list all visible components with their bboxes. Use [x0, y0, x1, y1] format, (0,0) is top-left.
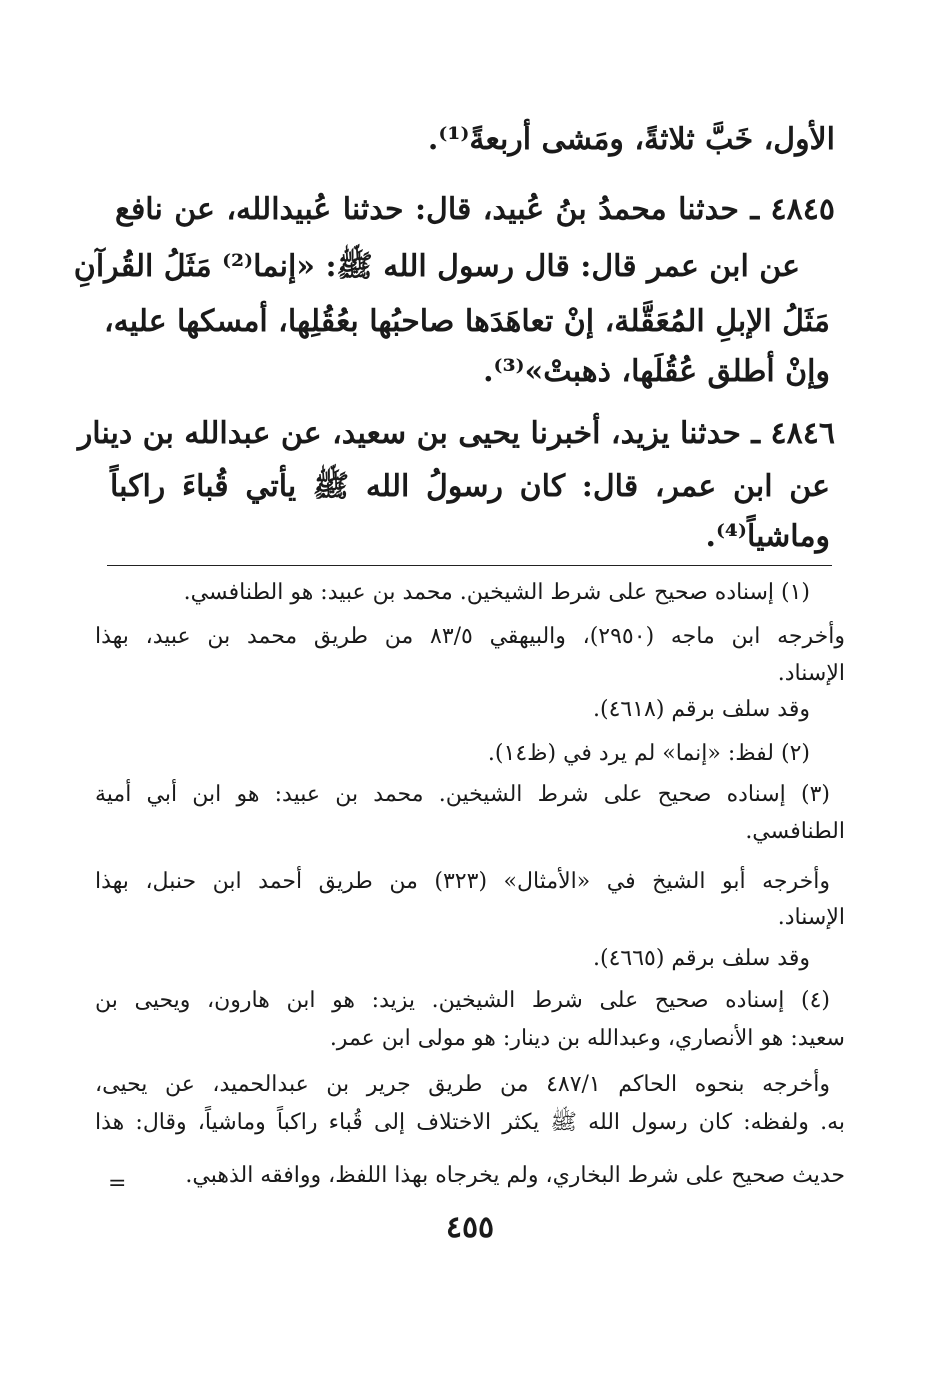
- footnote-3-line: الطنافسي.: [745, 819, 845, 844]
- footnote-4-line: سعيد: هو الأنصاري، وعبدالله بن دينار: هو مولى ابن عمر.: [329, 1026, 845, 1051]
- footnote-3-line: الإسناد.: [777, 905, 845, 930]
- footnote-1-line: وقد سلف برقم (٤٦١٨).: [592, 697, 810, 722]
- continuation-mark: =: [108, 1171, 127, 1196]
- hadith-4846-line: عن ابن عمر، قال: كان رسولُ الله ﷺ يأتي قُباءَ راكباً: [110, 469, 830, 504]
- footnote-4-line: حديث صحيح على شرط البخاري، ولم يخرجاه بهذا اللفظ، ووافقه الذهبي.: [185, 1163, 845, 1188]
- hadith-4846-line: وماشياً⁽⁴⁾.: [705, 519, 830, 554]
- footnote-3-line: (٣) إسناده صحيح على شرط الشيخين. محمد بن عبيد: هو ابن أبي أمية: [95, 782, 830, 807]
- footnote-1-line: (١) إسناده صحيح على شرط الشيخين. محمد بن عبيد: هو الطنافسي.: [183, 580, 810, 605]
- footnote-1-line: وأخرجه ابن ماجه (٢٩٥٠)، والبيهقي ٨٣/٥ من طريق محمد بن عبيد، بهذا: [95, 624, 845, 649]
- hadith-4845-line: عن ابن عمر قال: قال رسول الله ﷺ: «إنما⁽²⁾ مَثَلُ القُرآنِ: [73, 249, 800, 284]
- hadith-text-line: الأول، خَبَّ ثلاثةً، ومَشى أربعةً⁽¹⁾.: [427, 122, 835, 157]
- footnote-3-line: وأخرجه أبو الشيخ في «الأمثال» (٣٢٣) من طريق أحمد ابن حنبل، بهذا: [95, 869, 831, 894]
- hadith-4845-line: مَثَلُ الإبلِ المُعَقَّلة، إنْ تعاهَدَها صاحبُها بعُقُلِها، أمسكها عليه،: [103, 304, 830, 339]
- footnote-4-line: به. ولفظه: كان رسول الله ﷺ يكثر الاختلاف إلى قُباء راكباً وماشياً، وقال: هذا: [95, 1110, 845, 1135]
- footnote-1-line: الإسناد.: [777, 661, 845, 686]
- footnote-3-line: وقد سلف برقم (٤٦٦٥).: [592, 946, 810, 971]
- footnote-4-line: (٤) إسناده صحيح على شرط الشيخين. يزيد: هو ابن هارون، ويحيى بن: [95, 988, 830, 1013]
- page-number: ٤٥٥: [445, 1210, 495, 1245]
- hadith-4845-line: ٤٨٤٥ ـ حدثنا محمدُ بنُ عُبيد، قال: حدثنا عُبيدالله، عن نافع: [115, 192, 835, 227]
- footnote-4-line: وأخرجه بنحوه الحاكم ٤٨٧/١ من طريق جرير بن عبدالحميد، عن يحيى،: [95, 1072, 830, 1097]
- footnote-2-line: (٢) لفظ: «إنما» لم يرد في (ظ١٤).: [487, 741, 810, 766]
- footnote-separator: [107, 565, 832, 566]
- hadith-4845-line: وإنْ أطلق عُقُلَها، ذهبتْ»⁽³⁾.: [483, 354, 830, 389]
- hadith-4846-line: ٤٨٤٦ ـ حدثنا يزيد، أخبرنا يحيى بن سعيد، عن عبدالله بن دينار: [77, 416, 835, 451]
